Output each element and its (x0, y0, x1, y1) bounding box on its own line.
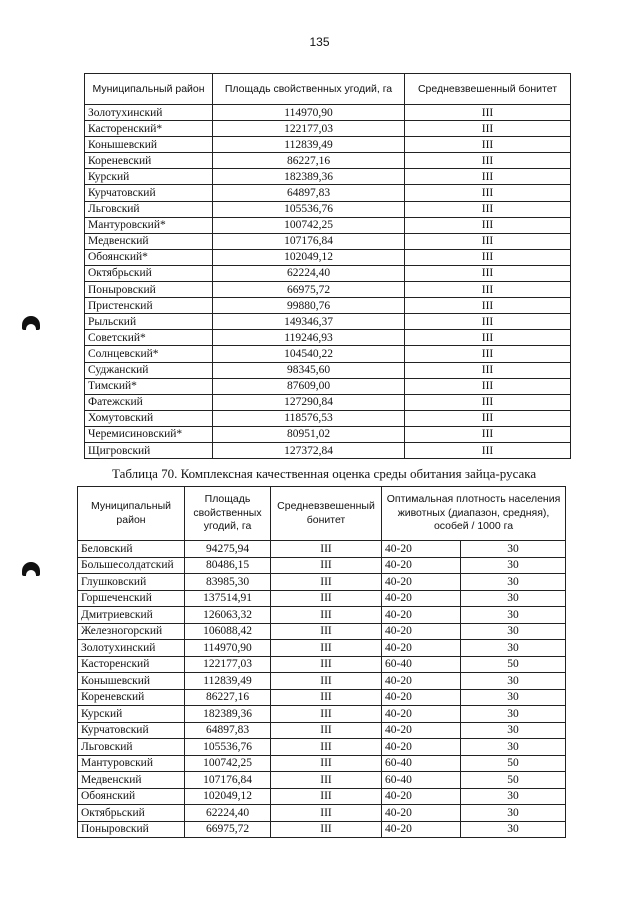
cell-area: 104540,22 (213, 346, 405, 362)
cell-district: Октябрьский (78, 805, 185, 822)
cell-area: 86227,16 (213, 153, 405, 169)
cell-district: Поныровский (78, 821, 185, 838)
cell-density-range: 40-20 (382, 788, 461, 805)
cell-bonitet: III (405, 169, 571, 185)
cell-area: 62224,40 (213, 265, 405, 281)
table-row (85, 330, 571, 346)
cell-density-mean: 30 (461, 541, 566, 558)
cell-density-range: 60-40 (382, 772, 461, 789)
table-row (78, 574, 566, 591)
cell-bonitet: III (271, 541, 382, 558)
cell-bonitet: III (271, 755, 382, 772)
header-area: Площадь свойственных угодий, га (213, 74, 405, 105)
table-row (85, 314, 571, 330)
table-body (85, 105, 571, 459)
cell-bonitet: III (271, 640, 382, 657)
cell-bonitet: III (271, 590, 382, 607)
page-number: 135 (309, 35, 330, 49)
cell-area: 94275,94 (185, 541, 271, 558)
cell-district: Солнцевский* (85, 346, 213, 362)
cell-bonitet: III (405, 298, 571, 314)
cell-district: Мантуровский* (85, 217, 213, 233)
cell-district: Курчатовский (85, 185, 213, 201)
table-row (85, 394, 571, 410)
cell-density-range: 40-20 (382, 623, 461, 640)
cell-area: 182389,36 (185, 706, 271, 723)
table-row (85, 362, 571, 378)
cell-district: Курский (85, 169, 213, 185)
cell-density-range: 40-20 (382, 541, 461, 558)
table-row (78, 689, 566, 706)
cell-density-mean: 50 (461, 772, 566, 789)
cell-area: 112839,49 (185, 673, 271, 690)
cell-area: 100742,25 (185, 755, 271, 772)
cell-density-range: 40-20 (382, 821, 461, 838)
cell-district: Глушковский (78, 574, 185, 591)
cell-bonitet: III (405, 362, 571, 378)
cell-density-mean: 30 (461, 623, 566, 640)
table-row (85, 153, 571, 169)
cell-density-mean: 30 (461, 788, 566, 805)
cell-district: Льговский (85, 201, 213, 217)
cell-bonitet: III (405, 330, 571, 346)
cell-district: Льговский (78, 739, 185, 756)
binder-hole-mark (22, 316, 40, 330)
cell-district: Дмитриевский (78, 607, 185, 624)
table-row (85, 137, 571, 153)
table-row (78, 722, 566, 739)
cell-bonitet: III (405, 121, 571, 137)
cell-area: 100742,25 (213, 217, 405, 233)
table-header-row (85, 74, 571, 105)
cell-district: Октябрьский (85, 265, 213, 281)
cell-area: 80951,02 (213, 426, 405, 442)
cell-bonitet: III (405, 442, 571, 458)
cell-district: Рыльский (85, 314, 213, 330)
cell-district: Золотухинский (78, 640, 185, 657)
table-row (85, 105, 571, 121)
header-bonitet: Средневзвешенный бонитет (405, 74, 571, 105)
cell-bonitet: III (405, 233, 571, 249)
cell-district: Суджанский (85, 362, 213, 378)
table-body (78, 541, 566, 838)
cell-bonitet: III (271, 557, 382, 574)
cell-district: Кореневский (85, 153, 213, 169)
cell-density-range: 40-20 (382, 805, 461, 822)
cell-bonitet: III (271, 673, 382, 690)
table-row (85, 201, 571, 217)
cell-bonitet: III (405, 265, 571, 281)
cell-area: 149346,37 (213, 314, 405, 330)
cell-area: 66975,72 (185, 821, 271, 838)
cell-bonitet: III (405, 426, 571, 442)
cell-density-range: 60-40 (382, 755, 461, 772)
cell-density-mean: 50 (461, 755, 566, 772)
cell-area: 112839,49 (213, 137, 405, 153)
cell-district: Советский* (85, 330, 213, 346)
table-row (85, 217, 571, 233)
cell-district: Касторенский* (85, 121, 213, 137)
cell-density-range: 40-20 (382, 739, 461, 756)
cell-area: 87609,00 (213, 378, 405, 394)
cell-density-mean: 30 (461, 590, 566, 607)
table-row (78, 590, 566, 607)
cell-bonitet: III (271, 574, 382, 591)
cell-area: 122177,03 (185, 656, 271, 673)
cell-density-mean: 30 (461, 557, 566, 574)
cell-district: Щигровский (85, 442, 213, 458)
cell-bonitet: III (405, 201, 571, 217)
cell-district: Тимский* (85, 378, 213, 394)
cell-area: 62224,40 (185, 805, 271, 822)
cell-bonitet: III (405, 346, 571, 362)
table-row (85, 346, 571, 362)
header-district: Муниципальный район (85, 74, 213, 105)
cell-district: Черемисиновский* (85, 426, 213, 442)
cell-density-mean: 50 (461, 656, 566, 673)
cell-bonitet: III (405, 249, 571, 265)
cell-bonitet: III (405, 217, 571, 233)
cell-area: 182389,36 (213, 169, 405, 185)
table-row (85, 249, 571, 265)
cell-bonitet: III (271, 772, 382, 789)
table-row (78, 772, 566, 789)
cell-area: 105536,76 (185, 739, 271, 756)
cell-density-mean: 30 (461, 574, 566, 591)
table-header-row (78, 487, 566, 541)
table-row (78, 755, 566, 772)
cell-density-mean: 30 (461, 640, 566, 657)
cell-area: 106088,42 (185, 623, 271, 640)
cell-area: 98345,60 (213, 362, 405, 378)
cell-area: 127372,84 (213, 442, 405, 458)
cell-density-mean: 30 (461, 607, 566, 624)
table-row (78, 557, 566, 574)
cell-district: Фатежский (85, 394, 213, 410)
cell-area: 99880,76 (213, 298, 405, 314)
cell-district: Хомутовский (85, 410, 213, 426)
cell-bonitet: III (271, 656, 382, 673)
cell-district: Поныровский (85, 282, 213, 298)
table-row (85, 233, 571, 249)
cell-district: Кореневский (78, 689, 185, 706)
cell-district: Горшеченский (78, 590, 185, 607)
cell-bonitet: III (271, 739, 382, 756)
table-row (78, 739, 566, 756)
cell-area: 66975,72 (213, 282, 405, 298)
cell-area: 64897,83 (185, 722, 271, 739)
cell-district: Касторенский (78, 656, 185, 673)
cell-area: 107176,84 (185, 772, 271, 789)
cell-density-range: 60-40 (382, 656, 461, 673)
cell-area: 127290,84 (213, 394, 405, 410)
table-row (78, 656, 566, 673)
cell-area: 102049,12 (213, 249, 405, 265)
cell-area: 105536,76 (213, 201, 405, 217)
cell-bonitet: III (405, 282, 571, 298)
cell-density-range: 40-20 (382, 574, 461, 591)
cell-district: Большесолдатский (78, 557, 185, 574)
table-row (85, 169, 571, 185)
cell-area: 102049,12 (185, 788, 271, 805)
header-bonitet: Средневзвешенный бонитет (271, 487, 382, 541)
cell-density-range: 40-20 (382, 557, 461, 574)
cell-bonitet: III (405, 137, 571, 153)
cell-district: Медвенский (85, 233, 213, 249)
table-row (78, 607, 566, 624)
header-district: Муниципальный район (78, 487, 185, 541)
table-row (85, 378, 571, 394)
cell-area: 86227,16 (185, 689, 271, 706)
cell-bonitet: III (271, 689, 382, 706)
cell-density-mean: 30 (461, 805, 566, 822)
table-row (85, 442, 571, 458)
cell-density-range: 40-20 (382, 607, 461, 624)
table-row (78, 640, 566, 657)
cell-bonitet: III (271, 623, 382, 640)
table-row (85, 298, 571, 314)
table-row (85, 185, 571, 201)
cell-district: Беловский (78, 541, 185, 558)
cell-district: Мантуровский (78, 755, 185, 772)
cell-density-range: 40-20 (382, 673, 461, 690)
cell-density-range: 40-20 (382, 689, 461, 706)
cell-area: 107176,84 (213, 233, 405, 249)
cell-density-mean: 30 (461, 673, 566, 690)
table-row (85, 121, 571, 137)
cell-density-mean: 30 (461, 739, 566, 756)
binder-hole-mark (22, 562, 40, 576)
cell-area: 64897,83 (213, 185, 405, 201)
header-area: Площадь свойственных угодий, га (185, 487, 271, 541)
table-hare-habitat-assessment (77, 486, 566, 838)
table-row (85, 265, 571, 281)
table-row (78, 788, 566, 805)
cell-district: Обоянский* (85, 249, 213, 265)
cell-area: 137514,91 (185, 590, 271, 607)
cell-bonitet: III (405, 185, 571, 201)
cell-density-mean: 30 (461, 689, 566, 706)
table-row (85, 426, 571, 442)
cell-district: Курчатовский (78, 722, 185, 739)
cell-bonitet: III (271, 805, 382, 822)
cell-district: Пристенский (85, 298, 213, 314)
table-row (78, 673, 566, 690)
cell-density-mean: 30 (461, 706, 566, 723)
cell-bonitet: III (271, 722, 382, 739)
cell-area: 80486,15 (185, 557, 271, 574)
cell-district: Обоянский (78, 788, 185, 805)
cell-bonitet: III (405, 410, 571, 426)
cell-bonitet: III (271, 706, 382, 723)
cell-area: 83985,30 (185, 574, 271, 591)
cell-bonitet: III (271, 821, 382, 838)
cell-density-range: 40-20 (382, 722, 461, 739)
cell-area: 122177,03 (213, 121, 405, 137)
table-row (78, 706, 566, 723)
table-row (85, 410, 571, 426)
cell-bonitet: III (405, 153, 571, 169)
cell-district: Конышевский (85, 137, 213, 153)
cell-area: 118576,53 (213, 410, 405, 426)
cell-bonitet: III (405, 314, 571, 330)
cell-area: 119246,93 (213, 330, 405, 346)
cell-density-range: 40-20 (382, 706, 461, 723)
cell-bonitet: III (271, 607, 382, 624)
cell-bonitet: III (405, 378, 571, 394)
cell-district: Конышевский (78, 673, 185, 690)
table-row (85, 282, 571, 298)
cell-density-range: 40-20 (382, 640, 461, 657)
table-row (78, 805, 566, 822)
table-bonitet-by-district (84, 73, 571, 459)
table-caption: Таблица 70. Комплексная качественная оценка среды обитания зайца-русака (112, 466, 537, 481)
cell-bonitet: III (405, 105, 571, 121)
cell-district: Медвенский (78, 772, 185, 789)
table-row (78, 623, 566, 640)
cell-district: Золотухинский (85, 105, 213, 121)
cell-area: 114970,90 (213, 105, 405, 121)
cell-bonitet: III (405, 394, 571, 410)
cell-bonitet: III (271, 788, 382, 805)
cell-density-mean: 30 (461, 722, 566, 739)
header-optimal-density: Оптимальная плотность населения животных (диапазон, средняя), особей / 1000 га (382, 487, 566, 541)
cell-district: Железногорский (78, 623, 185, 640)
table-row (78, 541, 566, 558)
cell-density-mean: 30 (461, 821, 566, 838)
cell-area: 126063,32 (185, 607, 271, 624)
cell-area: 114970,90 (185, 640, 271, 657)
cell-density-range: 40-20 (382, 590, 461, 607)
table-row (78, 821, 566, 838)
cell-district: Курский (78, 706, 185, 723)
